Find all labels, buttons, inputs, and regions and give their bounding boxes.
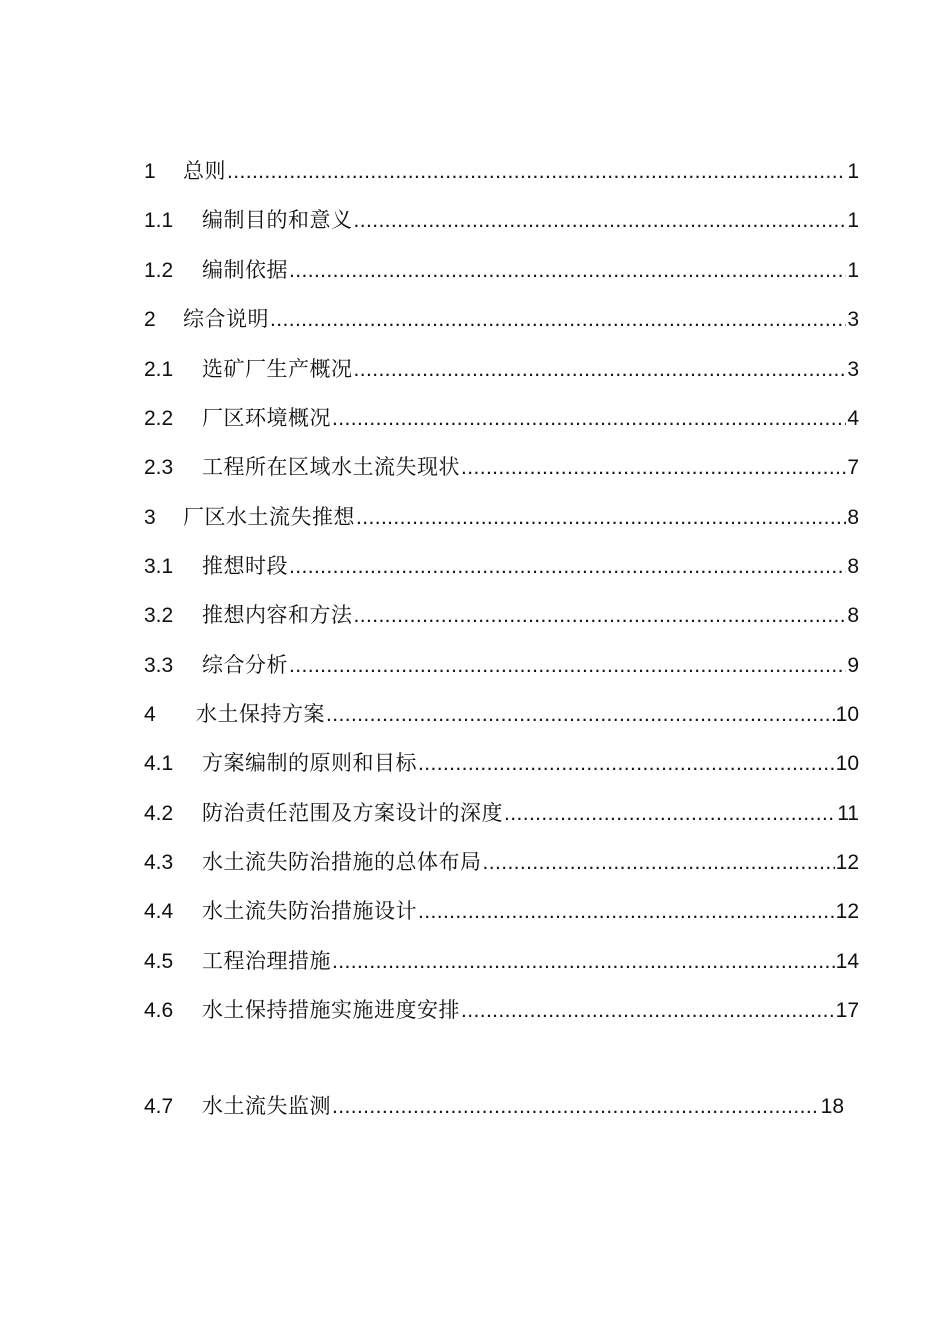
- toc-dot-leader: [326, 700, 835, 730]
- toc-entry-title: 编制依据: [202, 259, 288, 282]
- toc-entry[interactable]: [144, 305, 859, 335]
- toc-entry-title: 选矿厂生产概况: [202, 358, 353, 381]
- toc-entry-page: 7: [847, 456, 859, 479]
- toc-entry[interactable]: [144, 996, 859, 1026]
- toc-entry-page: 9: [847, 654, 859, 677]
- toc-entry-title: 推想内容和方法: [202, 604, 353, 627]
- toc-entry[interactable]: [144, 848, 859, 878]
- toc-entry-page: 1: [847, 209, 859, 232]
- toc-dot-leader: [332, 947, 835, 977]
- toc-entry-page: 10: [835, 703, 859, 726]
- toc-entry-number: 3: [144, 506, 156, 529]
- toc-entry-number: 2: [144, 308, 156, 331]
- toc-entry-number: 4.7: [144, 1095, 174, 1118]
- toc-entry-title: 水土保持方案: [196, 703, 325, 726]
- toc-dot-leader: [418, 897, 835, 927]
- toc-dot-leader: [227, 157, 846, 187]
- toc-dot-leader: [418, 749, 835, 779]
- toc-dot-leader: [483, 848, 835, 878]
- toc-entry[interactable]: [144, 749, 859, 779]
- toc-entry-page: 12: [835, 851, 859, 874]
- toc-entry[interactable]: [144, 897, 859, 927]
- toc-entry-number: 4.6: [144, 999, 174, 1022]
- toc-entry-title: 推想时段: [202, 555, 288, 578]
- toc-entry[interactable]: [144, 355, 859, 385]
- toc-entry-number: 1: [144, 160, 156, 183]
- toc-entry-title: 厂区水土流失推想: [183, 506, 355, 529]
- toc-entry-number: 2.1: [144, 358, 174, 381]
- toc-entry-title: 水土保持措施实施进度安排: [202, 999, 460, 1022]
- toc-entry[interactable]: [144, 651, 859, 681]
- toc-dot-leader: [289, 552, 846, 582]
- toc-dot-leader: [289, 256, 846, 286]
- toc-dot-leader: [461, 453, 846, 483]
- toc-entry-number: 1.1: [144, 209, 174, 232]
- toc-entry-title: 工程治理措施: [202, 950, 331, 973]
- toc-entry[interactable]: [144, 1092, 844, 1122]
- toc-entry-number: 3.1: [144, 555, 174, 578]
- toc-entry-page: 12: [835, 900, 859, 923]
- toc-entry[interactable]: [144, 799, 859, 829]
- toc-entry-page: 11: [837, 802, 859, 825]
- toc-dot-leader: [461, 996, 835, 1026]
- toc-entry-title: 水土流失监测: [202, 1095, 331, 1118]
- toc-entry-number: 3.2: [144, 604, 174, 627]
- toc-entry-page: 14: [835, 950, 859, 973]
- toc-dot-leader: [354, 355, 847, 385]
- toc-entry-title: 编制目的和意义: [202, 209, 353, 232]
- toc-entry-title: 综合分析: [202, 654, 288, 677]
- toc-entry-number: 4.3: [144, 851, 174, 874]
- toc-entry-number: 2.2: [144, 407, 174, 430]
- toc-entry-number: 4.5: [144, 950, 174, 973]
- toc-entry-title: 方案编制的原则和目标: [202, 752, 417, 775]
- toc-entry[interactable]: [144, 157, 859, 187]
- toc-dot-leader: [332, 1092, 820, 1122]
- toc-entry-page: 1: [847, 160, 859, 183]
- toc-entry[interactable]: [144, 453, 859, 483]
- toc-entry-title: 防治责任范围及方案设计的深度: [202, 802, 503, 825]
- toc-entry-page: 17: [835, 999, 859, 1022]
- toc-entry-number: 3.3: [144, 654, 174, 677]
- toc-entry-title: 综合说明: [183, 308, 269, 331]
- toc-entry[interactable]: [144, 700, 859, 730]
- toc-entry[interactable]: [144, 503, 859, 533]
- toc-entry[interactable]: [144, 947, 859, 977]
- toc-entry-number: 4.1: [144, 752, 174, 775]
- toc-dot-leader: [289, 651, 846, 681]
- toc-entry[interactable]: [144, 404, 859, 434]
- toc-dot-leader: [270, 305, 846, 335]
- toc-dot-leader: [354, 206, 847, 236]
- toc-entry-number: 2.3: [144, 456, 174, 479]
- toc-entry-page: 3: [847, 358, 859, 381]
- toc-entry[interactable]: [144, 256, 859, 286]
- toc-entry-page: 8: [847, 506, 859, 529]
- toc-entry-number: 4: [144, 703, 156, 726]
- toc-entry-page: 8: [847, 604, 859, 627]
- toc-entry-number: 4.4: [144, 900, 174, 923]
- toc-entry-title: 水土流失防治措施的总体布局: [202, 851, 482, 874]
- toc-dot-leader: [332, 404, 846, 434]
- toc-entry-page: 1: [847, 259, 859, 282]
- toc-entry-page: 8: [847, 555, 859, 578]
- toc-dot-leader: [354, 601, 847, 631]
- toc-entry[interactable]: [144, 601, 859, 631]
- toc-dot-leader: [356, 503, 846, 533]
- toc-entry[interactable]: [144, 552, 859, 582]
- toc-entry-page: 10: [835, 752, 859, 775]
- toc-entry-title: 工程所在区域水土流失现状: [202, 456, 460, 479]
- toc-entry-page: 4: [847, 407, 859, 430]
- toc-entry-page: 3: [847, 308, 859, 331]
- toc-entry-title: 总则: [183, 160, 226, 183]
- toc-entry-number: 1.2: [144, 259, 174, 282]
- toc-entry[interactable]: [144, 206, 859, 236]
- toc-entry-number: 4.2: [144, 802, 174, 825]
- toc-entry-page: 18: [820, 1095, 844, 1118]
- toc-dot-leader: [504, 799, 836, 829]
- toc-entry-title: 水土流失防治措施设计: [202, 900, 417, 923]
- toc-entry-title: 厂区环境概况: [202, 407, 331, 430]
